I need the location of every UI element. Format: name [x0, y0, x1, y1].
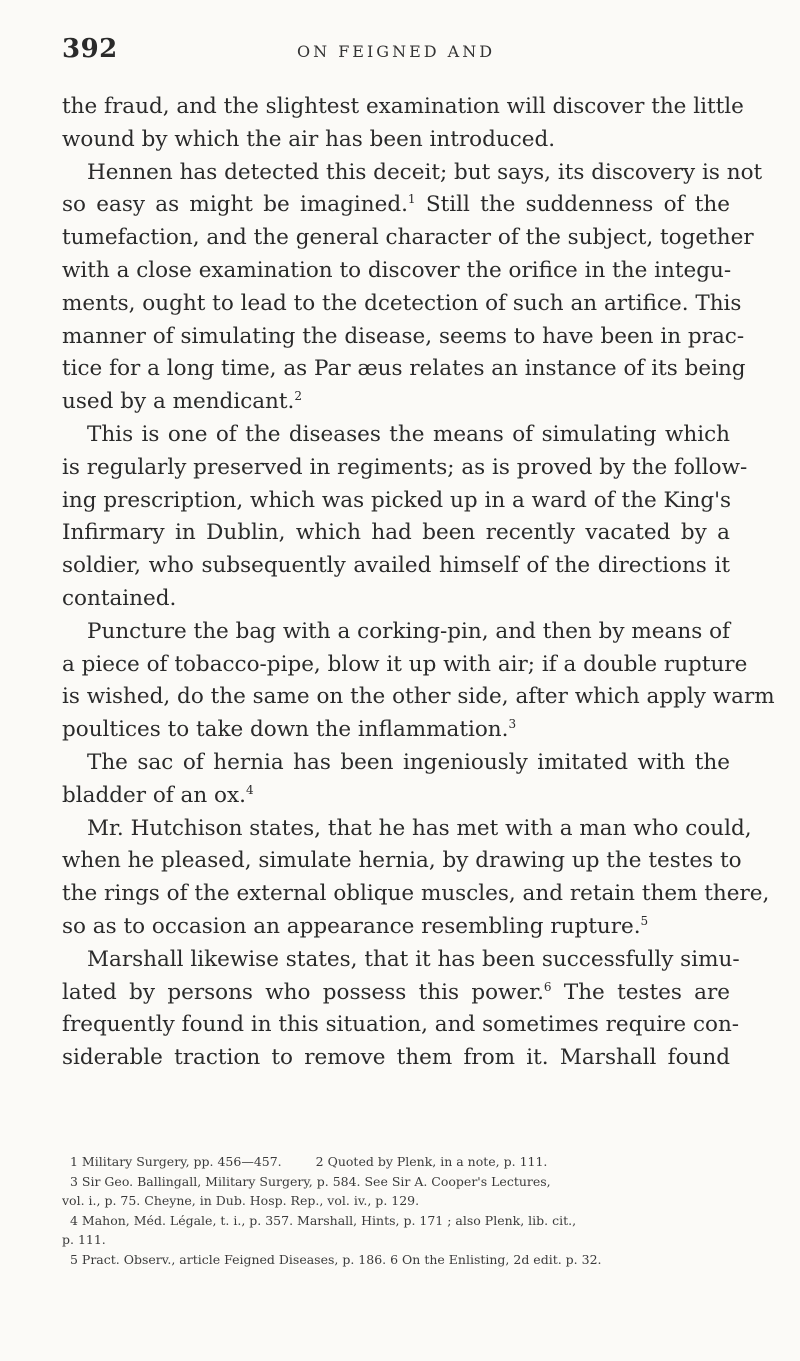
footnote-marker: 1: [407, 192, 416, 207]
footnote-marker: 6: [543, 979, 552, 994]
text-line: the fraud, and the slightest examination will discover the little: [62, 94, 744, 119]
text-line: [62, 977, 730, 1010]
text-line: is regularly preserved in regiments; as is proved by the follow-: [62, 454, 748, 480]
text-line: a piece of tobacco-pipe, blow it up with air; if a double rupture: [62, 651, 748, 677]
text-line: ments, ought to lead to the dcetection of such an artifice. This: [62, 290, 742, 316]
text-line: siderable traction to remove them from it. Marshall found: [62, 1045, 730, 1071]
text-line: This is one of the diseases the means of simulating which: [87, 421, 730, 447]
footnote: p. 111.: [62, 1232, 106, 1248]
body-text: [62, 91, 775, 1075]
footnote: vol. i., p. 75. Cheyne, in Dub. Hosp. Rep., vol. iv., p. 129.: [62, 1193, 420, 1209]
text-fragment: so as to occasion an appearance resembling rupture.: [62, 913, 641, 939]
text-fragment: poultices to take down the inflammation.: [62, 717, 509, 743]
text-line: Infirmary in Dublin, which had been recently vacated by a: [62, 520, 730, 546]
footnote-line: [62, 1152, 730, 1172]
text-line: [62, 714, 730, 747]
text-line: [62, 780, 730, 813]
text-line: Hennen has detected this deceit; but says, its discovery is not: [87, 159, 763, 185]
text-fragment: Still the suddenness of the: [425, 192, 730, 218]
page-number: 392: [62, 34, 118, 64]
text-line: manner of simulating the disease, seems to have been in prac-: [62, 323, 745, 349]
footnote: 1 Military Surgery, pp. 456—457.: [70, 1154, 282, 1169]
text-line: when he pleased, simulate hernia, by drawing up the testes to: [62, 848, 742, 874]
text-line: [62, 189, 730, 222]
text-line: frequently found in this situation, and sometimes require con-: [62, 1012, 740, 1038]
text-line: tumefaction, and the general character of the subject, together: [62, 225, 754, 251]
footnote: 6 On the Enlisting, 2d edit. p. 32.: [390, 1251, 602, 1267]
footnote-marker: 4: [245, 782, 254, 797]
text-line: wound by which the air has been introduced.: [62, 126, 556, 152]
text-line: tice for a long time, as Par æus relates an instance of its being: [62, 356, 746, 382]
text-line: Puncture the bag with a corking-pin, and then by means of: [87, 618, 730, 644]
text-line: ing prescription, which was picked up in a ward of the King's: [62, 487, 732, 513]
text-line: soldier, who subsequently availed himself of the directions it: [62, 553, 730, 579]
text-fragment: used by a mendicant.: [62, 389, 295, 415]
footnote-line: [62, 1250, 730, 1270]
footnote: 4 Mahon, Méd. Légale, t. i., p. 357. Marshall, Hints, p. 171 ; also Plenk, lib. cit.,: [70, 1212, 577, 1228]
text-line: Mr. Hutchison states, that he has met with a man who could,: [87, 815, 752, 841]
page-header: [62, 34, 722, 78]
text-line: the rings of the external oblique muscles, and retain them there,: [62, 881, 770, 907]
text-line: contained.: [62, 585, 177, 611]
running-head: ON FEIGNED AND: [297, 42, 496, 61]
text-line: [62, 911, 730, 944]
footnote-marker: 2: [294, 389, 303, 404]
text-fragment: lated by persons who possess this power.: [62, 979, 544, 1005]
footnote: 5 Pract. Observ., article Feigned Diseases, p. 186.: [70, 1251, 387, 1267]
text-fragment: so easy as might be imagined.: [62, 192, 408, 218]
text-line: Marshall likewise states, that it has been successfully simu-: [87, 946, 740, 972]
text-line: is wished, do the same on the other side, after which apply warm: [62, 684, 775, 710]
text-line: with a close examination to discover the orifice in the integu-: [62, 257, 732, 283]
text-line: The sac of hernia has been ingeniously imitated with the: [87, 749, 730, 775]
footnote: 2 Quoted by Plenk, in a note, p. 111.: [315, 1154, 548, 1169]
text-line: [62, 386, 730, 419]
footnote-marker: 3: [508, 717, 517, 732]
text-fragment: bladder of an ox.: [62, 782, 246, 808]
footnote-marker: 5: [640, 913, 649, 928]
text-fragment: The testes are: [563, 979, 730, 1005]
footnote: 3 Sir Geo. Ballingall, Military Surgery, p. 584. See Sir A. Cooper's Lectures,: [70, 1173, 551, 1189]
footnotes: [62, 1152, 730, 1270]
